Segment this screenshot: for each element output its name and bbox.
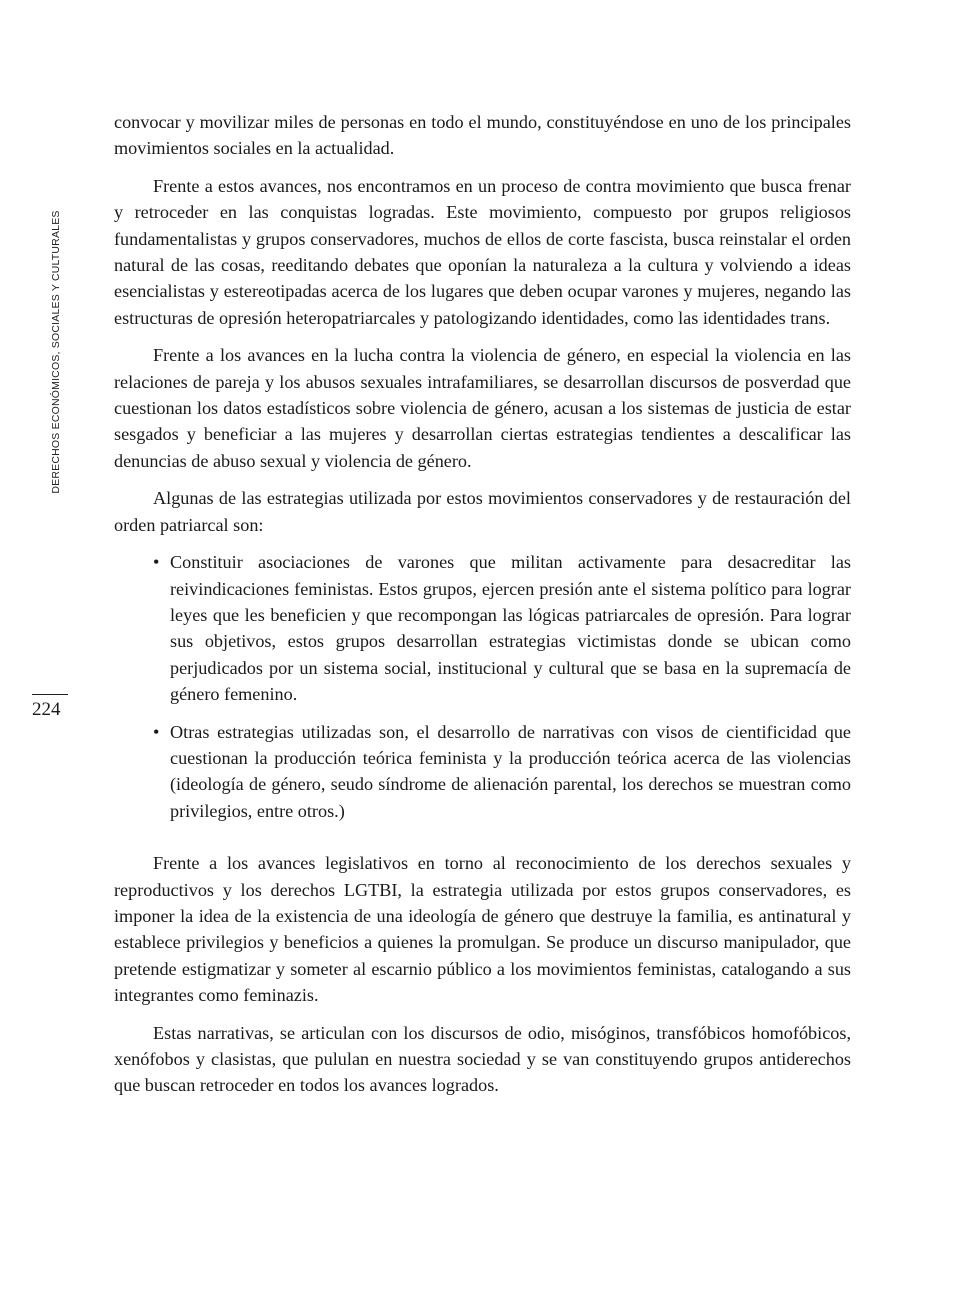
bullet-item-1	[153, 549, 851, 707]
bullet-dot-icon: •	[153, 721, 160, 742]
page-number: 224	[32, 699, 61, 720]
paragraph-6: Estas narrativas, se articulan con los discursos de odio, misóginos, transfóbicos homofóbicos, xenófobos y clasistas, que pululan en nuestra sociedad y se van constituyendo grupos antiderechos que buscan retroceder en todos los avances logrados.	[114, 1022, 851, 1096]
body-text	[114, 109, 851, 1110]
paragraph-3: Frente a los avances en la lucha contra la violencia de género, en especial la violencia en las relaciones de pareja y los abusos sexuales intrafamiliares, se desarrollan discursos de posverdad que cuestionan los datos estadísticos sobre violencia de género, acusan a los sistemas de justicia de estar sesgados y beneficiar a las mujeres y desarrollan ciertas estrategias tendientes a descalificar las denuncias de abuso sexual y violencia de género.	[114, 345, 851, 471]
bullet-item-2	[153, 719, 851, 825]
paragraph-2: Frente a estos avances, nos encontramos en un proceso de contra movimiento que busca frenar y retroceder en las conquistas logradas. Este movimiento, compuesto por grupos religiosos fundamentalistas y grupos conservadores, muchos de ellos de corte fascista, busca reinstalar el orden natural de las cosas, reeditando debates que oponían la naturaleza a la cultura y volviendo a ideas esencialistas y estereotipadas acerca de los lugares que deben ocupar varones y mujeres, negando las estructuras de opresión heteropatriarcales y patologizando identidades, como las identidades trans.	[114, 175, 851, 328]
list-spacer	[114, 835, 851, 850]
bullet-dot-icon: •	[153, 552, 160, 573]
paragraph-5: Frente a los avances legislativos en torno al reconocimiento de los derechos sexuales y reproductivos y los derechos LGTBI, la estrategia utilizada por estos grupos conservadores, es imponer la idea de la existencia de una ideología de género que destruye la familia, es antinatural y establece privilegios y beneficios a quienes la promulgan. Se produce un discurso manipulador, que pretende estigmatizar y someter al escarnio público a los movimientos feministas, catalogando a sus integrantes como feminazis.	[114, 853, 851, 1006]
paragraph-1: convocar y movilizar miles de personas en todo el mundo, constituyéndose en uno de los principales movimientos sociales en la actualidad.	[114, 112, 851, 159]
bullet-list	[114, 549, 851, 824]
page-number-rule	[32, 694, 68, 695]
paragraph-4: Algunas de las estrategias utilizada por estos movimientos conservadores y de restauración del orden patriarcal son:	[114, 488, 851, 535]
bullet-text-2: Otras estrategias utilizadas son, el desarrollo de narrativas con visos de cientificidad que cuestionan la producción teórica feminista y la producción teórica acerca de las violencias (ideología de género, seudo síndrome de alienación parental, los derechos se muestran como privilegios, entre otros.)	[170, 721, 851, 821]
running-head: DERECHOS ECONÓMICOS, SOCIALES Y CULTURALES	[50, 210, 62, 494]
bullet-text-1: Constituir asociaciones de varones que militan activamente para desacreditar las reivindicaciones feministas. Estos grupos, ejercen presión ante el sistema político para lograr leyes que les beneficien y que recompongan las lógicas patriarcales de opresión. Para lograr sus objetivos, estos grupos desarrollan estrategias victimistas donde se ubican como perjudicados por un sistema social, institucional y cultural que se basa en la supremacía de género femenino.	[170, 552, 851, 705]
